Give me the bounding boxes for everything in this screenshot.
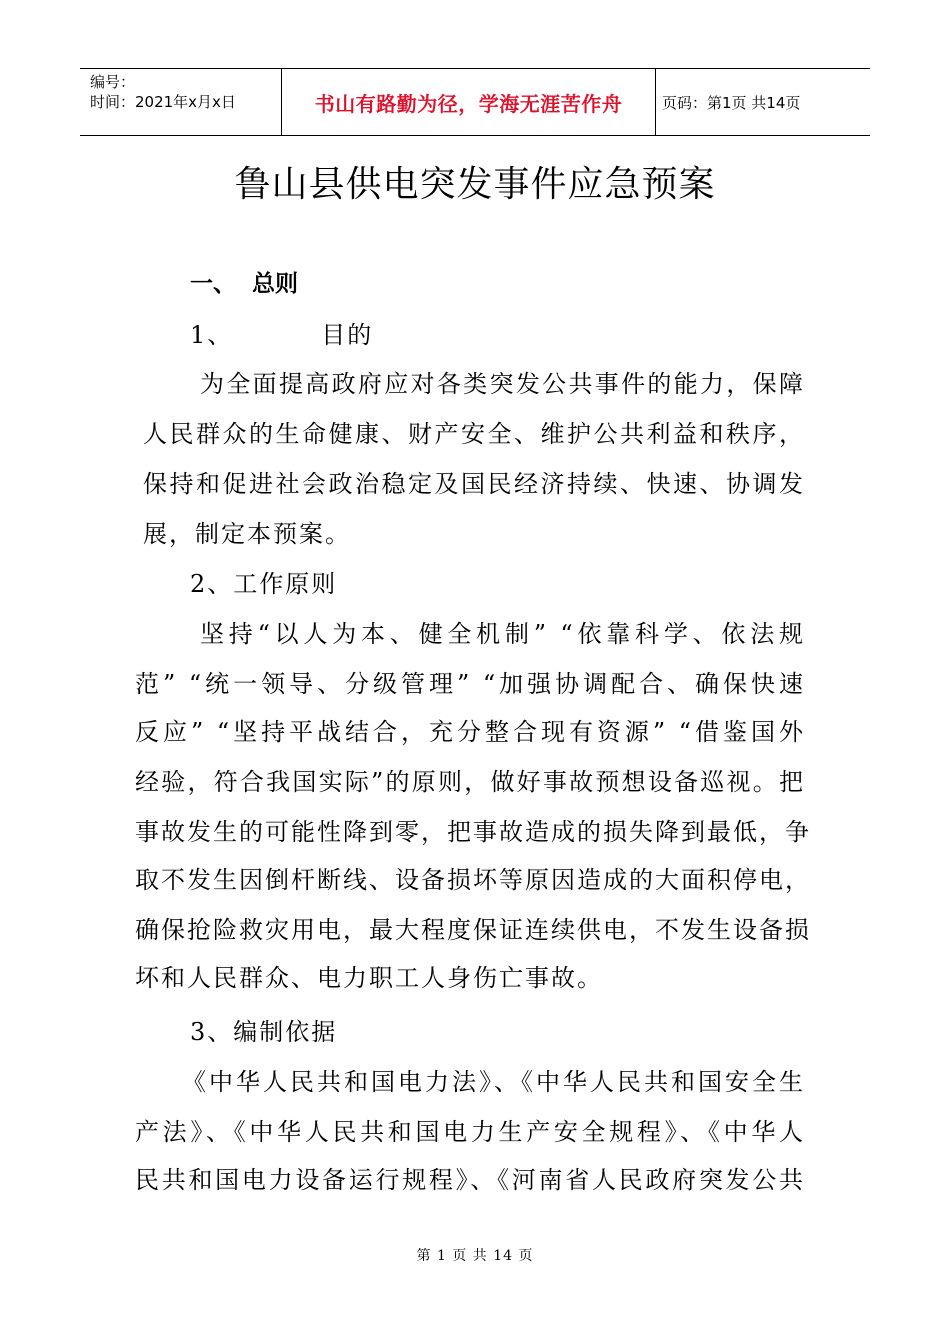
paragraph-line: 《中华人民共和国电力法》、《中华人民共和国安全生 [182, 1068, 805, 1096]
paragraph-line: 为全面提高政府应对各类突发公共事件的能力，保障 [200, 370, 805, 398]
paragraph-line: 确保抢险救灾用电，最大程度保证连续供电，不发生设备损 [135, 916, 811, 944]
section-number: 一、 [190, 271, 236, 297]
document-title: 鲁山县供电突发事件应急预案 [234, 164, 716, 205]
paragraph-line: 坏和人民群众、电力职工人身伤亡事故。 [135, 964, 603, 992]
section-label: 总则 [252, 271, 298, 297]
paragraph-line: 保持和促进社会政治稳定及国民经济持续、快速、协调发 [143, 470, 805, 498]
number-label: 编号： [90, 73, 136, 91]
paragraph-line: 事故发生的可能性降到零，把事故造成的损失降到最低，争 [135, 818, 811, 846]
date-label: 时间：2021年x月x日 [90, 93, 236, 111]
paragraph-line: 坚持“以人为本、健全机制” “依靠科学、依法规 [200, 620, 805, 648]
paragraph-line: 取不发生因倒杆断线、设备损坏等原因造成的大面积停电， [135, 866, 811, 894]
paragraph-line: 反应” “坚持平战结合，充分整合现有资源” “借鉴国外 [135, 718, 805, 746]
paragraph-line: 展，制定本预案。 [143, 520, 351, 548]
page-number-label: 页码：第1页 共14页 [662, 93, 801, 112]
item-label: 目的 [321, 321, 374, 349]
page-footer: 第 1 页 共 14 页 [416, 1248, 534, 1264]
motto-text: 书山有路勤为径，学海无涯苦作舟 [314, 91, 623, 116]
paragraph-line: 产法》、《中华人民共和国电力生产安全规程》、《中华人 [135, 1118, 805, 1146]
item-heading-purpose [190, 315, 870, 355]
paragraph-line: 经验，符合我国实际”的原则，做好事故预想设备巡视。把 [135, 768, 805, 796]
paragraph-line: 民共和国电力设备运行规程》、《河南省人民政府突发公共 [135, 1166, 805, 1194]
item-heading-principles: 2、工作原则 [190, 570, 338, 598]
paragraph-line: 人民群众的生命健康、财产安全、维护公共利益和秩序， [143, 420, 805, 448]
item-number: 1、 [190, 321, 234, 349]
header-meta-cell [80, 69, 282, 135]
paragraph-line: 范” “统一领导、分级管理” “加强协调配合、确保快速 [135, 670, 805, 698]
item-heading-basis: 3、编制依据 [190, 1018, 338, 1046]
document-header [80, 68, 870, 136]
section-heading-general [190, 266, 298, 302]
header-motto-cell [282, 69, 656, 135]
header-page-cell [656, 69, 870, 135]
